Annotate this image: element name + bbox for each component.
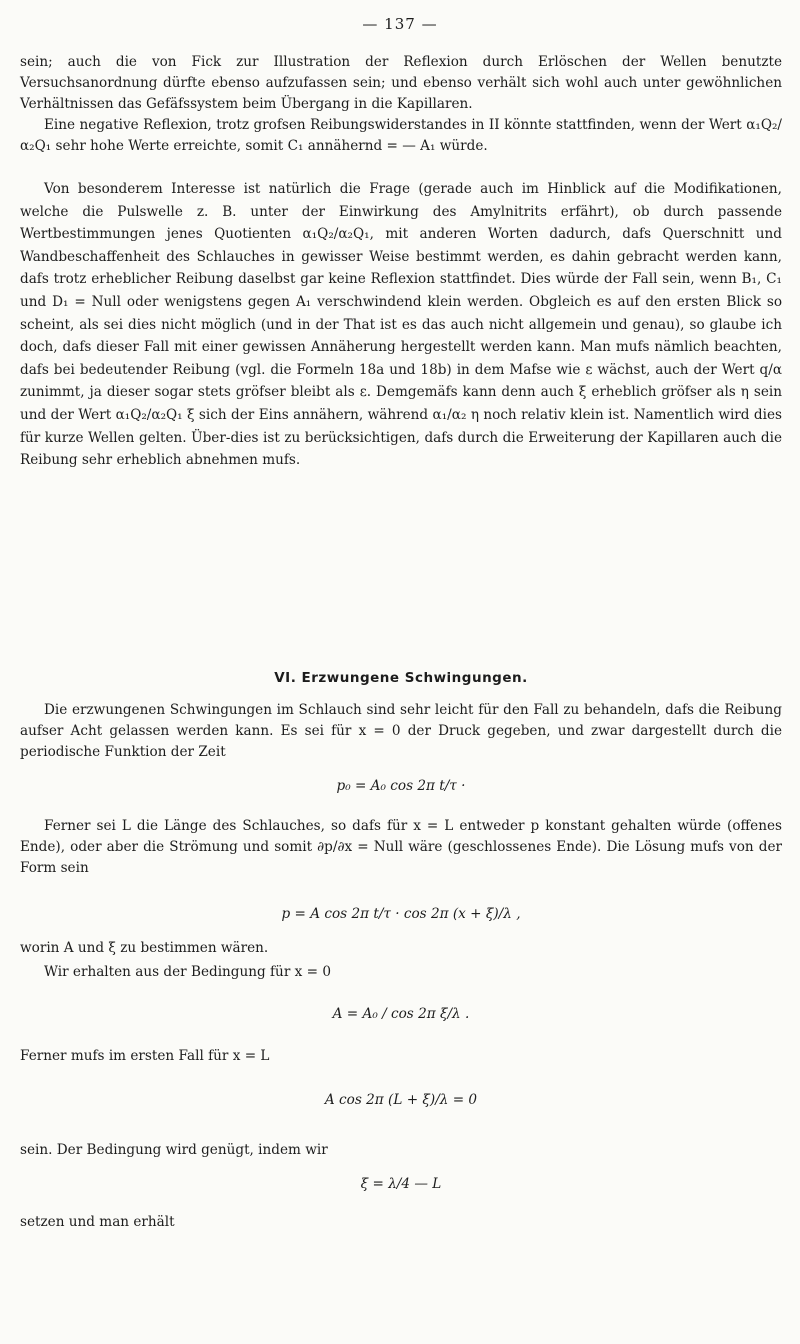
eq3-text: A = A₀ / cos 2π ξ/λ . — [332, 1006, 470, 1022]
para8-text: Ferner mufs im ersten Fall für x = L — [20, 1048, 270, 1064]
para5-text: Ferner sei L die Länge des Schlauches, so dafs für x = L entweder p konstant gehalten würde (offenes Ende), oder aber die Strömung und somit ∂p/∂x = Null wäre (geschlossenes Ende). Die Lösung mufs von der Form sein — [20, 818, 782, 876]
section-heading-wrap — [20, 668, 782, 689]
paragraph-2 — [20, 115, 782, 157]
paragraph-6 — [20, 938, 782, 959]
eq2-text: p = A cos 2π t/τ · cos 2π (x + ξ)/λ , — [281, 906, 521, 922]
page-number: — 137 — — [362, 15, 438, 33]
equation-4 — [20, 1090, 782, 1111]
para9-text: sein. Der Bedingung wird genügt, indem wir — [20, 1142, 328, 1158]
para6-text: worin A und ξ zu bestimmen wären. — [20, 940, 269, 956]
paragraph-4 — [20, 700, 782, 763]
paragraph-7 — [20, 962, 782, 983]
equation-1 — [20, 776, 782, 797]
paragraph-9 — [20, 1140, 782, 1161]
para1-text: sein; auch die von Fick zur Illustration der Reflexion durch Erlöschen der Wellen benutzte Versuchsanordnung dürfte ebenso aufzufassen sein; und ebenso verhält sich wohl auch unter gewöhnlichen Verhältnissen das Gefäfssystem beim Übergang in die Kapillaren. — [20, 54, 782, 112]
para3-text: Von besonderem Interesse ist natürlich die Frage (gerade auch im Hinblick auf die Modifikationen, welche die Pulswelle z. B. unter der Einwirkung des Amylnitrits erfährt), ob durch passende Wertbestimmungen jenes Quotienten α₁Q₂/α₂Q₁, mit anderen Worten dadurch, dafs Querschnitt und Wandbeschaffenheit des Schlauches in gewisser Weise bestimmt werden, es dahin gebracht werden kann, dafs trotz erheblicher Reibung daselbst gar keine Reflexion stattfindet. Dies würde der Fall sein, wenn B₁, C₁ und D₁ = Null oder wenigstens gegen A₁ verschwindend klein werden. Obgleich es auf den ersten Blick so scheint, als sei dies nicht möglich (und in der That ist es das auch nicht allgemein und genau), so glaube ich doch, dafs dieser Fall mit einer gewissen Annäherung hergestellt werden kann. Man mufs nämlich beachten, dafs bei bedeutender Reibung (vgl. die Formeln 18a und 18b) in dem Mafse wie ε wächst, auch der Wert q/α zunimmt, ja dieser sogar stets gröfser bleibt als ε. Demgemäfs kann denn auch ξ erheblich gröfser als η sein und der Wert α₁Q₂/α₂Q₁ ξ sich der Eins annähern, während α₁/α₂ η noch relativ klein ist. Namentlich wird dies für kurze Wellen gelten. Über-dies ist zu berücksichtigen, dafs durch die Erweiterung der Kapillaren auch die Reibung sehr erheblich abnehmen mufs. — [20, 181, 782, 469]
para2-text: Eine negative Reflexion, trotz grofsen Reibungswiderstandes in II könnte stattfinden, wenn der Wert α₁Q₂/α₂Q₁ sehr hohe Werte erreichte, somit C₁ annähernd = — A₁ würde. — [20, 117, 782, 154]
para7-text: Wir erhalten aus der Bedingung für x = 0 — [44, 964, 331, 980]
paragraph-8 — [20, 1046, 782, 1067]
equation-5 — [20, 1174, 782, 1195]
paragraph-1 — [20, 52, 782, 115]
equation-3 — [20, 1004, 782, 1025]
eq1-text: p₀ = A₀ cos 2π t/τ · — [336, 778, 466, 794]
equation-2 — [20, 904, 782, 925]
eq5-text: ξ = λ/4 — L — [360, 1176, 442, 1192]
paragraph-3 — [20, 178, 782, 472]
para4-text: Die erzwungenen Schwingungen im Schlauch sind sehr leicht für den Fall zu behandeln, dafs die Reibung aufser Acht gelassen werden kann. Es sei für x = 0 der Druck gegeben, und zwar dargestellt durch die periodische Funktion der Zeit — [20, 702, 782, 760]
eq4-text: A cos 2π (L + ξ)/λ = 0 — [324, 1092, 478, 1108]
section-heading: VI. Erzwungene Schwingungen. — [274, 670, 528, 686]
para10-text: setzen und man erhält — [20, 1214, 175, 1230]
paragraph-10 — [20, 1212, 782, 1233]
paragraph-5 — [20, 816, 782, 879]
